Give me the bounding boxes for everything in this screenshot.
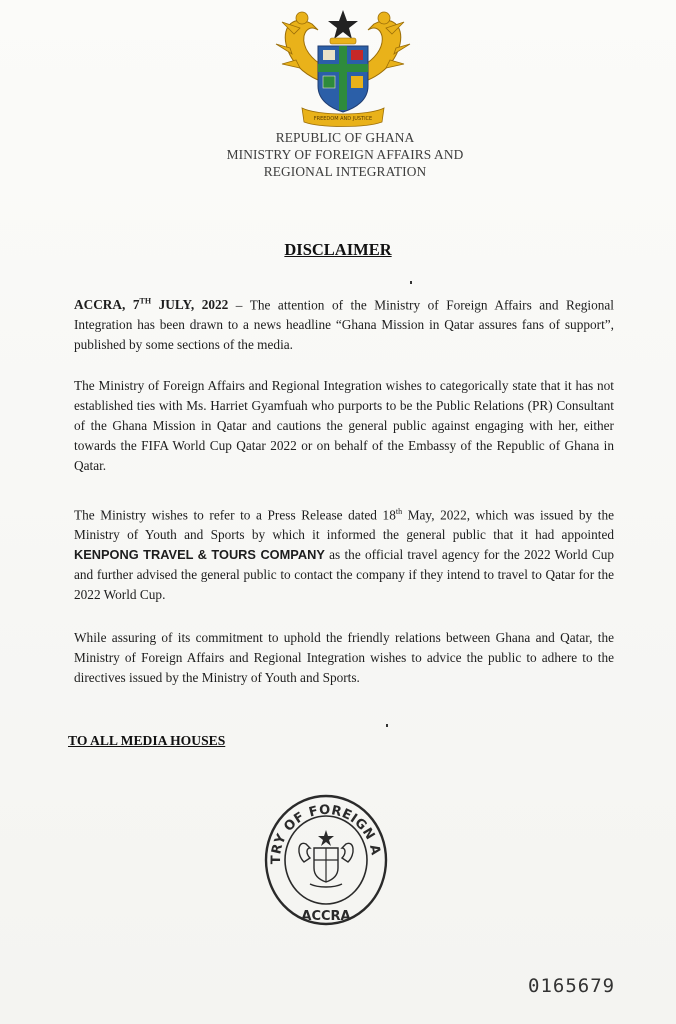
paragraph-3-text-c: as the official travel agency for the 2022 World Cup and further advised the general public to contact the company if they intend to travel to Qatar for the 2022 World Cup. xyxy=(74,547,614,603)
ghana-coat-of-arms-icon xyxy=(272,4,414,130)
paragraph-3 xyxy=(74,502,614,605)
paragraph-3-text-a: The Ministry wishes to refer to a Press Release dated 18 xyxy=(74,507,396,523)
paragraph-3-sup: th xyxy=(395,507,403,516)
document-title: DISCLAIMER xyxy=(284,240,392,259)
dateline xyxy=(74,297,228,312)
dateline-date: JULY, 2022 xyxy=(151,297,229,313)
scan-speck xyxy=(410,281,412,284)
paragraph-1 xyxy=(74,292,614,355)
paragraph-1-text: – The attention of the Ministry of Foreign Affairs and Regional Integration has been drawn to a news headline “Ghana Mission in Qatar assures fans of support”, published by some sections of the media. xyxy=(74,297,614,353)
paragraph-4: While assuring of its commitment to uphold the friendly relations between Ghana and Qatar, the Ministry of Foreign Affairs and Regional Integration wishes to advice the public to adhere to the directives issued by the Ministry of Youth and Sports. xyxy=(74,630,614,685)
header-country: REPUBLIC OF GHANA xyxy=(275,130,415,145)
header-ministry: MINISTRY OF FOREIGN AFFAIRS AND xyxy=(226,147,464,162)
recipient-line: TO ALL MEDIA HOUSES xyxy=(68,733,226,748)
serial-number: 0165679 xyxy=(528,975,616,997)
paragraph-3-text-b: May, 2022, which was issued by the Ministry of Youth and Sports by which it informed the general public that it had appointed xyxy=(74,507,614,543)
scan-speck xyxy=(386,724,388,727)
paragraph-2: The Ministry of Foreign Affairs and Regional Integration wishes to categorically state that it has not established ties with Ms. Harriet Gyamfuah who purports to be the Public Relations (PR) Consultant of the Ghana Mission in Qatar and cautions the general public against engaging with her, either towards the FIFA World Cup Qatar 2022 or on behalf of the Embassy of the Republic of Ghana in Qatar. xyxy=(74,378,614,473)
stamp-ring-text: TRY OF FOREIGN A xyxy=(268,802,383,865)
svg-text:FREEDOM AND JUSTICE: FREEDOM AND JUSTICE xyxy=(313,116,373,122)
dateline-place: ACCRA, 7 xyxy=(74,297,140,313)
dateline-sup: TH xyxy=(139,297,152,306)
company-name: KENPONG TRAVEL & TOURS COMPANY xyxy=(74,547,325,563)
svg-text:MINISTRY OF FOREIGN AFFAIRS xyxy=(262,792,383,864)
header-ministry-cont: REGIONAL INTEGRATION xyxy=(263,164,427,179)
ministry-seal-stamp-icon xyxy=(262,792,390,928)
stamp-bottom-text: ACCRA xyxy=(301,909,351,924)
letterhead xyxy=(0,129,676,180)
